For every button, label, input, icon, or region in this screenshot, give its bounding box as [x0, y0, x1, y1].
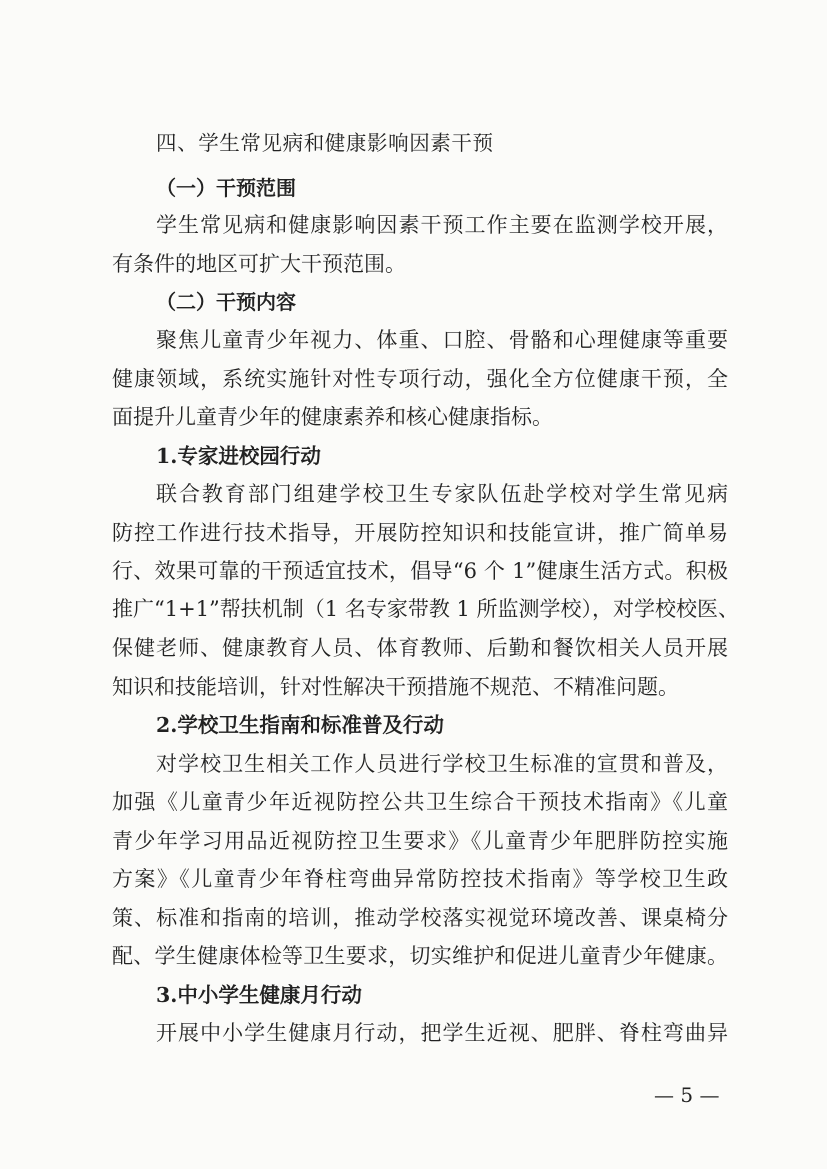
paragraph-line: 加强《儿童青少年近视防控公共卫生综合干预技术指南》《儿童 [112, 790, 728, 814]
section-heading: 四、学生常见病和健康影响因素干预 [156, 131, 494, 155]
paragraph-line: 健康领域，系统实施针对性专项行动，强化全方位健康干预，全 [112, 367, 728, 391]
item-heading-guidelines: 2.学校卫生指南和标准普及行动 [156, 713, 444, 737]
subsection-heading-content: （二）干预内容 [156, 290, 296, 314]
paragraph-line: 对学校卫生相关工作人员进行学校卫生标准的宣贯和普及， [156, 752, 728, 776]
paragraph-line: 行、效果可靠的干预适宜技术，倡导“6 个 1”健康生活方式。积极 [112, 559, 728, 583]
paragraph-line: 青少年学习用品近视防控卫生要求》《儿童青少年肥胖防控实施 [112, 829, 728, 853]
paragraph-line: 方案》《儿童青少年脊柱弯曲异常防控技术指南》等学校卫生政 [112, 867, 728, 891]
paragraph-line: 面提升儿童青少年的健康素养和核心健康指标。 [112, 405, 553, 429]
item-heading-expert: 1.专家进校园行动 [156, 444, 321, 468]
subsection-heading-scope: （一）干预范围 [156, 176, 296, 200]
paragraph-line: 聚焦儿童青少年视力、体重、口腔、骨骼和心理健康等重要 [156, 328, 728, 352]
paragraph-line: 配、学生健康体检等卫生要求，切实维护和促进儿童青少年健康。 [112, 944, 728, 968]
paragraph-line: 策、标准和指南的培训，推动学校落实视觉环境改善、课桌椅分 [112, 906, 728, 930]
item-heading-health-month: 3.中小学生健康月行动 [156, 983, 362, 1007]
page-number: — 5 — [654, 1083, 720, 1107]
paragraph-line: 知识和技能培训，针对性解决干预措施不规范、不精准问题。 [112, 675, 679, 699]
paragraph-line: 有条件的地区可扩大干预范围。 [112, 252, 406, 276]
paragraph-line: 推广“1+1”帮扶机制（1 名专家带教 1 所监测学校），对学校校医、 [112, 597, 740, 621]
paragraph-line: 防控工作进行技术指导，开展防控知识和技能宣讲，推广简单易 [112, 521, 728, 545]
paragraph-line: 联合教育部门组建学校卫生专家队伍赴学校对学生常见病 [156, 482, 728, 506]
paragraph-line: 学生常见病和健康影响因素干预工作主要在监测学校开展， [156, 213, 728, 237]
paragraph-line: 开展中小学生健康月行动，把学生近视、肥胖、脊柱弯曲异 [156, 1021, 728, 1045]
paragraph-line: 保健老师、健康教育人员、体育教师、后勤和餐饮相关人员开展 [112, 636, 728, 660]
